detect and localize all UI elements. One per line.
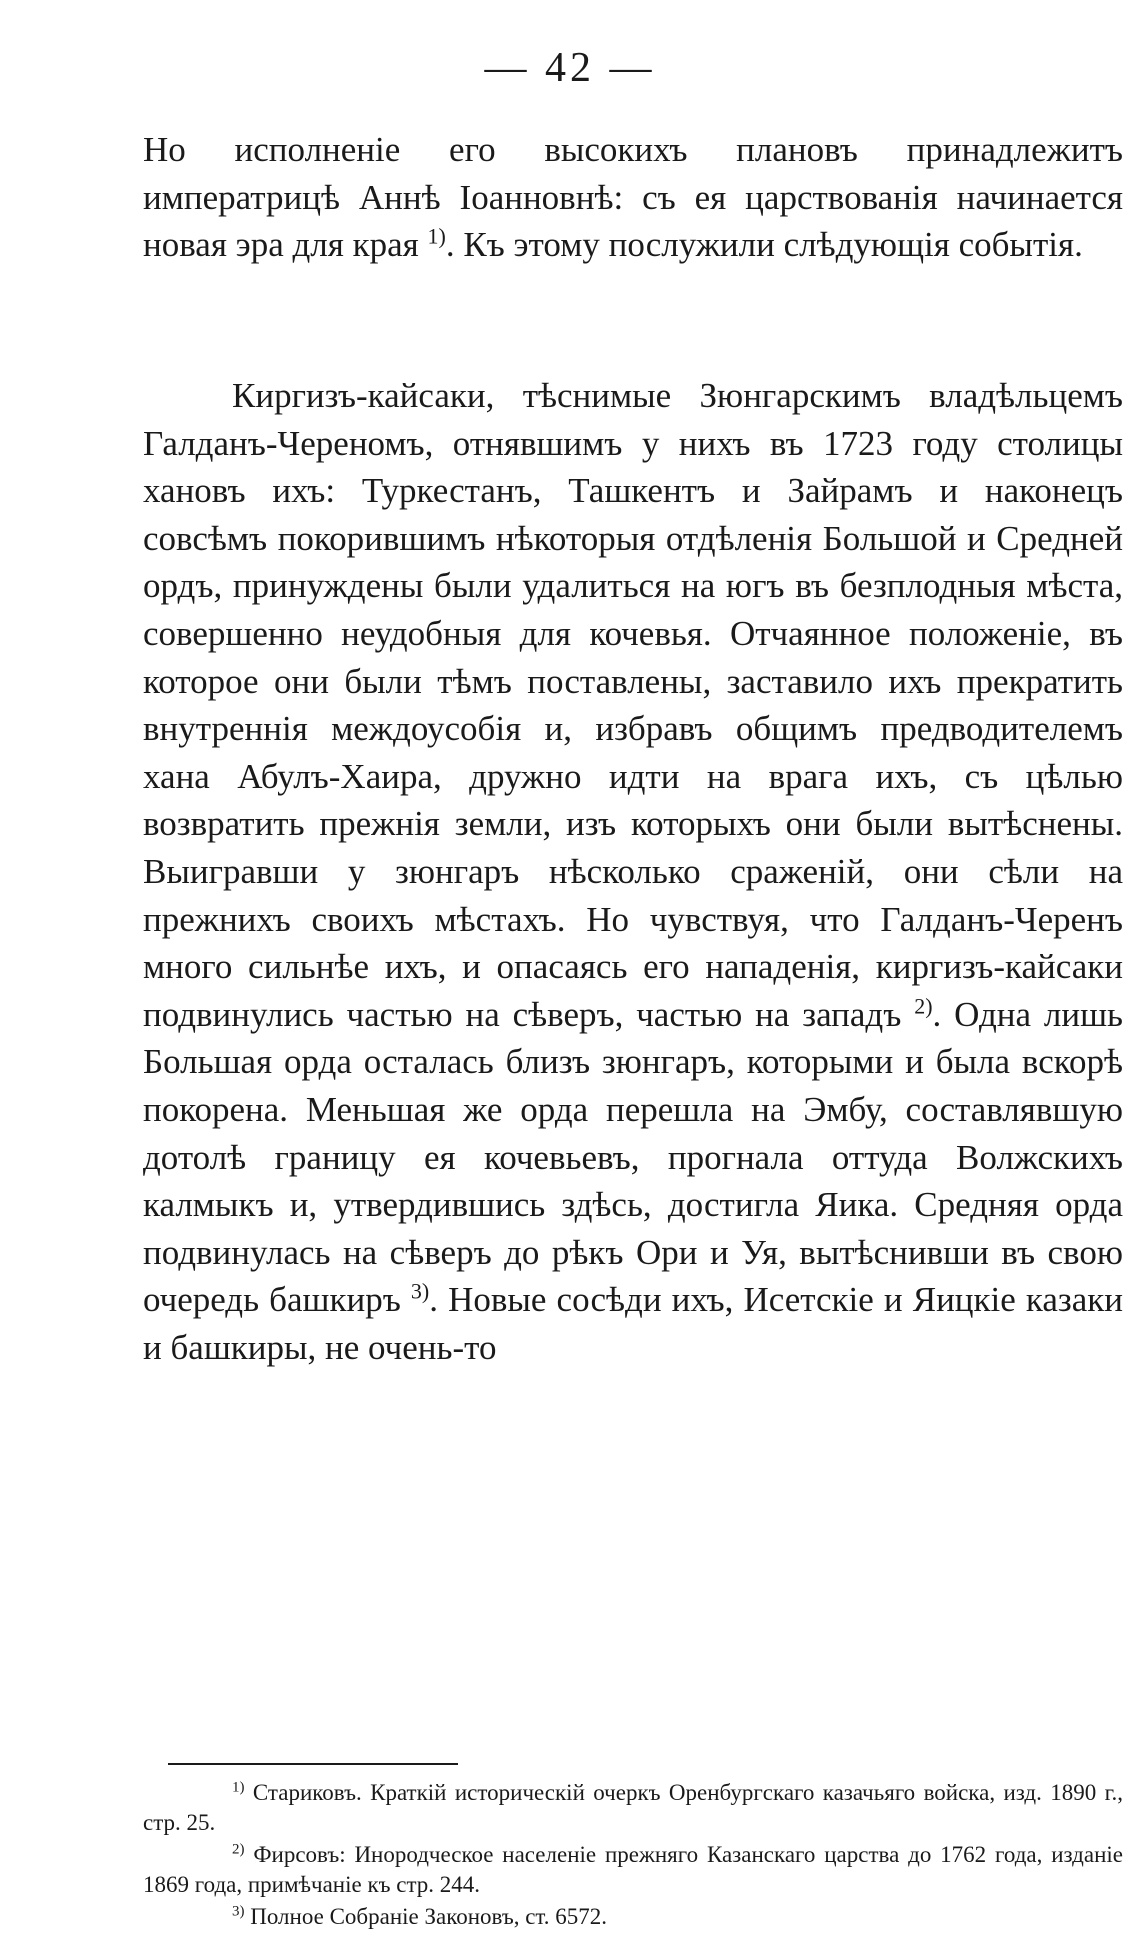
footnote-marker-3: 3) — [232, 1903, 245, 1920]
footnote-ref-2: 2) — [914, 993, 933, 1019]
footnote-3 — [143, 1902, 1123, 1932]
paragraph-intro — [143, 126, 1123, 269]
footnote-2 — [143, 1840, 1123, 1900]
paragraph-intro-text: Но исполненіе его высокихъ плановъ принадлежитъ императрицѣ Аннѣ Іоанновнѣ: съ ея царствованія начинается новая эра для края — [143, 130, 1123, 265]
footnote-ref-1: 1) — [427, 223, 446, 249]
footnote-ref-3: 3) — [410, 1278, 430, 1304]
footnotes-section — [143, 1778, 1123, 1934]
paragraph-main-text-a: Киргизъ-кайсаки, тѣснимые Зюнгарскимъ владѣльцемъ Галданъ-Череномъ, отнявшимъ у нихъ въ 1723 году столицы хановъ ихъ: Туркестанъ, Ташкентъ и Зайрамъ и наконецъ совсѣмъ покорившимъ нѣкоторыя отдѣленія Большой и Средней ордъ, принуждены были удалиться на югъ въ безплодныя мѣста, совершенно неудобныя для кочевья. Отчаянное положеніе, въ которое они были тѣмъ поставлены, заставило ихъ прекратить внутреннія междоусобія и, избравъ общимъ предводителемъ хана Абулъ-Хаира, дружно идти на врага ихъ, съ цѣлью возвратить прежнія земли, изъ которыхъ они были вытѣснены. Выигравши у зюнгаръ нѣсколько сраженій, они сѣли на прежнихъ своихъ мѣстахъ. Но чувствуя, что Галданъ-Черенъ много сильнѣе ихъ, и опасаясь его нападенія, киргизъ-кайсаки подвинулись частью на сѣверъ, частью на западъ — [143, 376, 1123, 1034]
footnote-text-3: Полное Собраніе Законовъ, ст. 6572. — [250, 1904, 607, 1929]
paragraph-main-text-c: . Новые сосѣди ихъ, Исетскіе и Яицкіе казаки и башкиры, не очень-то — [143, 1280, 1124, 1367]
footnote-1 — [143, 1778, 1123, 1838]
footnote-marker-2: 2) — [232, 1841, 245, 1858]
paragraph-main-text-b: . Одна лишь Большая орда осталась близъ зюнгаръ, которыми и была вскорѣ покорена. Меньшая же орда перешла на Эмбу, составлявшую дотолѣ границу ея кочевьевъ, прогнала оттуда Волжскихъ калмыкъ и, утвердившись здѣсь, достигла Яика. Средняя орда подвинулась на сѣверъ до рѣкъ Ори и Уя, вытѣснивши въ свою очередь башкиръ — [143, 994, 1124, 1320]
paragraph-main — [143, 372, 1123, 1371]
footnote-text-1: Стариковъ. Краткій историческій очеркъ Оренбургскаго казачьяго войска, изд. 1890 г., стр. 25. — [143, 1780, 1124, 1835]
paragraph-intro-tail: . Къ этому послужили слѣдующія событія. — [445, 225, 1083, 265]
page-number: — 42 — — [484, 45, 656, 91]
footnote-text-2: Фирсовъ: Инородческое населеніе прежняго Казанскаго царства до 1762 года, изданіе 1869 года, примѣчаніе къ стр. 244. — [143, 1842, 1123, 1897]
footnote-marker-1: 1) — [232, 1779, 245, 1796]
footnote-divider — [168, 1763, 458, 1765]
